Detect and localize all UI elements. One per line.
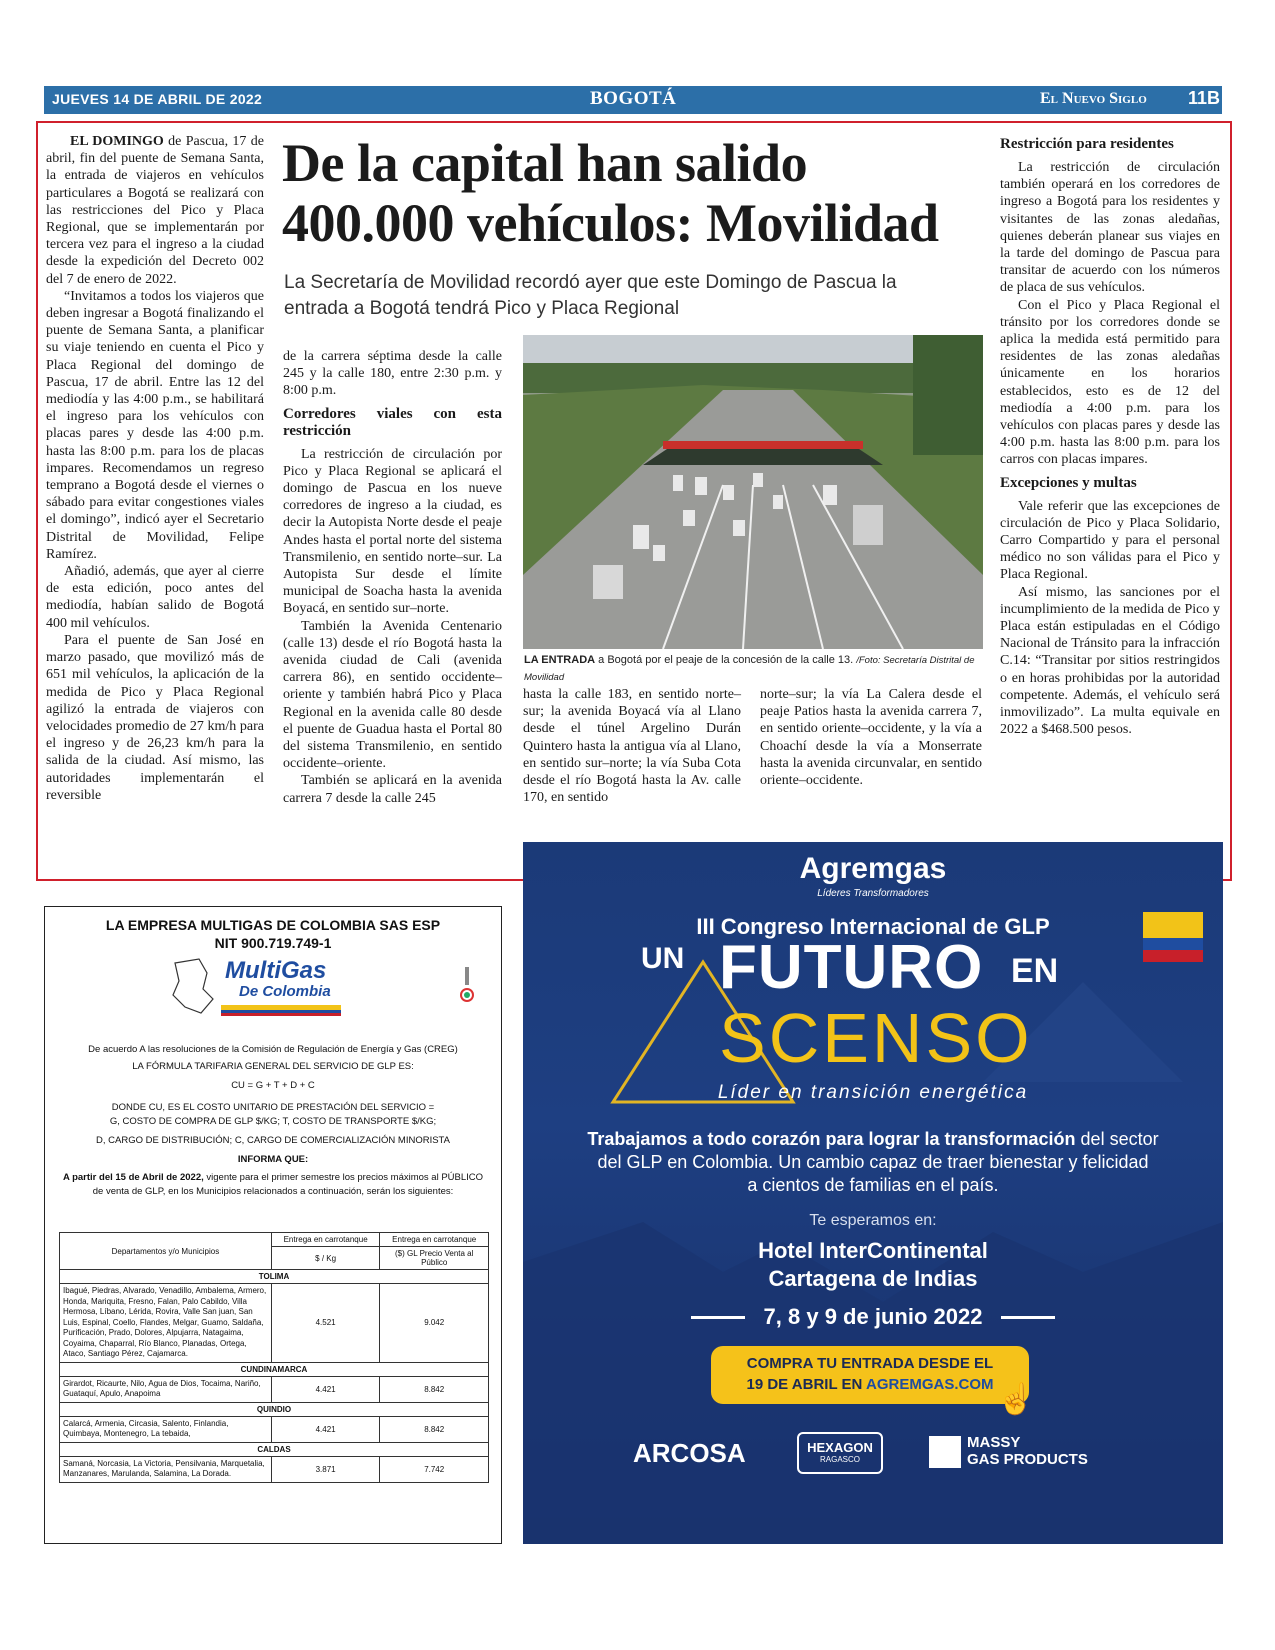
article-column-2 — [283, 348, 502, 807]
table-price-gl: 7.742 — [380, 1456, 489, 1482]
table-header-c1: Entrega en carrotanque — [271, 1233, 380, 1247]
table-region: QUINDIO — [60, 1402, 489, 1416]
cta-line-2b: AGREMGAS.COM — [866, 1376, 994, 1393]
article-column-5 — [1000, 136, 1220, 739]
col2-subtitle: Corredores viales con esta restricción — [283, 405, 502, 439]
header-section: BOGOTÁ — [590, 88, 677, 109]
table-row — [60, 1456, 489, 1482]
multigas-text-7: de venta de GLP, en los Municipios relacionados a continuación, serán los siguientes: — [92, 1186, 454, 1197]
table-header-dep: Departamentos y/o Municipios — [60, 1233, 272, 1270]
ad-body-3: a cientos de familias en el país. — [747, 1175, 999, 1195]
table-municipalities: Samaná, Norcasia, La Victoria, Pensilvania, Marquetalia, Manzanares, Marulanda, Salamina, La Dorada. — [60, 1456, 272, 1482]
col3-p1: hasta la calle 183, en sentido norte–sur; la avenida Boyacá vía al Llano desde el túnel Argelino Durán Quintero hasta la antigua vía al Llano, en sentido sur–norte; la vía Suba Cota desde el río Bogotá hasta la Av. calle 170, en sentido — [523, 687, 741, 806]
buy-ticket-button[interactable] — [711, 1346, 1029, 1404]
sponsor-arcosa: ARCOSA — [633, 1438, 746, 1468]
multigas-informa: INFORMA QUE: — [237, 1154, 309, 1165]
table-header-c2: Entrega en carrotanque — [380, 1233, 489, 1247]
big-text-en: EN — [1011, 952, 1059, 990]
tariff-table — [59, 1232, 489, 1483]
headline — [282, 133, 962, 253]
ad-body-1-bold: Trabajamos a todo corazón para lograr la transformación — [587, 1129, 1076, 1149]
col5-p2: Con el Pico y Placa Regional el tránsito por los corredores donde se aplica la medida está permitido para residentes de las zonas aledañas únicamente en los horarios establecidos, esto es de 12 del mediodía a 4:00 p.m. para los vehículos con placas pares y desde las 4:00 p.m. hasta las 8:00 p.m. para los carros con placas impares. — [1000, 297, 1220, 468]
cta-line-1: COMPRA TU ENTRADA DESDE EL — [746, 1355, 994, 1372]
multigas-text-2: LA FÓRMULA TARIFARIA GENERAL DEL SERVICIO DE GLP ES: — [132, 1061, 414, 1072]
hotel-line-2: Cartagena de Indias — [768, 1266, 978, 1291]
multigas-text-6 — [55, 1171, 491, 1185]
hand-cursor-icon: ☝ — [997, 1383, 1035, 1416]
table-region: TOLIMA — [60, 1270, 489, 1284]
table-price-gl: 8.842 — [380, 1416, 489, 1442]
col5-p3: Vale referir que las excepciones de circulación de Pico y Placa Solidario, Carro Compartido y para el personal médico no son válidas para el Pico y Placa Regional. — [1000, 498, 1220, 583]
col4-p1: norte–sur; la vía La Calera desde el peaje Patios hasta la avenida carrera 7, en sentido oriente–occidente, y la vía a Choachí desde la vía a Monserrate hasta la avenida circunvalar, en sentido oriente–occidente. — [760, 687, 982, 789]
agremgas-brand: Agremgas — [799, 852, 947, 885]
certification-icon — [457, 965, 477, 1010]
multigas-text-1: De acuerdo A las resoluciones de la Comisión de Regulación de Energía y Gas (CREG) — [88, 1044, 458, 1055]
sponsor-hexagon-name: HEXAGON — [807, 1440, 873, 1455]
ad-body — [523, 1128, 1223, 1197]
caption-lead: LA ENTRADA — [524, 654, 596, 666]
sponsor-massy — [967, 1434, 1088, 1468]
leader-line: Líder en transición energética — [717, 1082, 1029, 1103]
article-column-1 — [46, 133, 264, 804]
table-price-kg: 4.521 — [271, 1284, 380, 1363]
header-date: JUEVES 14 DE ABRIL DE 2022 — [52, 91, 263, 107]
caption-credit: /Foto: Secretaría Distrital de Movilidad — [524, 655, 975, 683]
ad-body-1-rest: del sector — [1080, 1129, 1159, 1149]
col1-p3: Añadió, además, que ayer al cierre de esta edición, poco antes del mediodía, habían salido de Bogotá 400 mil vehículos. — [46, 564, 264, 631]
caption-text: a Bogotá por el peaje de la concesión de la calle 13. — [598, 654, 854, 666]
lead-word: EL DOMINGO — [70, 134, 164, 149]
table-municipalities: Calarcá, Armenia, Circasia, Salento, Finlandia, Quimbaya, Montenegro, La tebaida, — [60, 1416, 272, 1442]
big-text-futuro: FUTURO — [719, 933, 984, 1002]
col2-p1: de la carrera séptima desde la calle 245 y la calle 180, entre 2:30 p.m. y 8:00 p.m. — [283, 349, 502, 399]
event-dates: 7, 8 y 9 de junio 2022 — [763, 1304, 983, 1329]
multigas-logo-line2: De Colombia — [239, 983, 331, 1000]
header-paper-name: El Nuevo Siglo — [1040, 90, 1147, 107]
dates-rule-right — [1001, 1316, 1055, 1319]
table-row — [60, 1284, 489, 1363]
article-column-3 — [523, 686, 741, 806]
headline-line-1: De la capital han salido — [282, 133, 808, 193]
table-region: CALDAS — [60, 1442, 489, 1456]
article-column-4 — [760, 686, 982, 789]
table-header-u1: $ / Kg — [271, 1247, 380, 1270]
col1-p4: Para el puente de San José en marzo pasado, que movilizó más de 651 mil vehículos, la aplicación de la medida de Pico y Placa Regional agilizó la entrada de viajeros con velocidades promedio de 27 km/h para el ingreso y de 26,23 km/h para la salida de la ciudad. Así mismo, las autoridades implementarán el reversible — [46, 632, 264, 803]
big-text-un: UN — [641, 942, 685, 975]
multigas-text-5: D, CARGO DE DISTRIBUCIÓN; C, CARGO DE COMERCIALIZACIÓN MINORISTA — [96, 1135, 450, 1146]
headline-line-2: 400.000 vehículos: Movilidad — [282, 193, 939, 253]
wait-line: Te esperamos en: — [809, 1212, 937, 1229]
col5-subtitle-2: Excepciones y multas — [1000, 474, 1137, 491]
congress-title: III Congreso Internacional de GLP — [696, 914, 1050, 939]
multigas-logo — [155, 955, 395, 1019]
multigas-nit: NIT 900.719.749-1 — [214, 935, 332, 951]
table-municipalities: Ibagué, Piedras, Alvarado, Venadillo, Ambalema, Armero, Honda, Mariquita, Fresno, Falan, Palo Cabildo, Villa Hermosa, Líbano, Lérida, Rovira, Valle San juan, San Luis, Espinal, Coello, Flandes, Melgar, Guamo, Saldaña, Purificación, Prado, Dolores, Alpujarra, Natagaima, Coyaima, Chaparral, Río Blanco, Planadas, Ortega, Ataco, Santiago Pérez, Cajamarca. — [60, 1284, 272, 1363]
agremgas-tagline: Líderes Transformadores — [817, 888, 929, 899]
header-page-number: 11B — [1188, 88, 1221, 108]
multigas-formula: CU = G + T + D + C — [231, 1080, 315, 1091]
table-municipalities: Girardot, Ricaurte, Nilo, Agua de Dios, Tocaima, Nariño, Guataquí, Apulo, Anapoima — [60, 1376, 272, 1402]
col2-p4: También se aplicará en la avenida carrera 7 desde la calle 245 — [283, 773, 502, 806]
table-row — [60, 1376, 489, 1402]
table-header-u2: ($) GL Precio Venta al Público — [380, 1247, 489, 1270]
cta-line-2a: 19 DE ABRIL EN — [746, 1376, 863, 1393]
multigas-title: LA EMPRESA MULTIGAS DE COLOMBIA SAS ESP — [105, 917, 441, 933]
table-region: CUNDINAMARCA — [60, 1362, 489, 1376]
sponsor-hexagon — [797, 1432, 883, 1474]
table-price-kg: 3.871 — [271, 1456, 380, 1482]
col5-p4: Así mismo, las sanciones por el incumplimiento de la medida de Pico y Placa están estipuladas en el Código Nacional de Tránsito para la infracción C.14: “Transitar por sitios restringidos o en horas prohibidas por la autoridad competente. Además, el vehículo será inmovilizado”. La multa equivale en 2022 a $468.500 pesos. — [1000, 584, 1220, 738]
agremgas-ad — [523, 842, 1223, 1544]
multigas-text-3: DONDE CU, ES EL COSTO UNITARIO DE PRESTACIÓN DEL SERVICIO = — [111, 1102, 435, 1113]
col2-p3: También la Avenida Centenario (calle 13) desde el río Bogotá hasta la avenida ciudad de Cali (avenida carrera 86), en sentido occidente–oriente y también habrá Pico y Placa Regional en la avenida calle 80 desde el puente de Guadua hasta el Portal 80 del sistema Transmilenio, en sentido occidente–oriente. — [283, 618, 502, 772]
multigas-notice-ad — [44, 906, 502, 1544]
col5-p1: La restricción de circulación también operará en los corredores de ingreso a Bogotá para los residentes y visitantes de las zonas aledañas, quienes deberán planear sus viajes en la tarde del domingo de Pascua para transitar de acuerdo con los números de placa de sus vehículos. — [1000, 160, 1220, 296]
col1-p1: de Pascua, 17 de abril, fin del puente de Semana Santa, la entrada de viajeros en vehículos particulares a Bogotá se realizará con las restricciones del Pico y Placa Regional, que se implementarán por tercera vez para el ingreso a la ciudad desde la expedición del Decreto 002 del 7 de enero de 2022. — [46, 134, 264, 287]
table-price-kg: 4.421 — [271, 1416, 380, 1442]
col2-p2: La restricción de circulación por Pico y Placa Regional se aplicará el domingo de Pascua en los nueve corredores de ingreso a la ciudad, es decir la Autopista Norte desde el peaje Andes hasta el portal norte del sistema Transmilenio, en sentido norte–sur. La Autopista Sur desde el límite municipal de Soacha hasta la avenida Boyacá, en sentido sur–norte. — [283, 446, 502, 617]
hotel-line-1: Hotel InterContinental — [758, 1238, 988, 1263]
multigas-date: A partir del 15 de Abril de 2022, — [62, 1172, 204, 1183]
col1-p2: “Invitamos a todos los viajeros que deben ingresar a Bogotá finalizando el puente de Semana Santa, a planificar su viaje teniendo en cuenta el Pico y Placa Regional del domingo de Pascua, 17 de abril. Entre las 12 del mediodía y las 4:00 p.m., se habilitará el ingreso para los vehículos con placas pares y desde las 4:00 p.m. hasta las 8:00 p.m. para los de placas impares. Recomendamos un regreso temprano a Bogotá desde el viernes o sábado para evitar congestiones viales el domingo”, indicó ayer el Secretario Distrital de Movilidad, Felipe Ramírez. — [46, 288, 264, 562]
sponsor-massy-1: MASSY — [967, 1434, 1021, 1451]
photo-caption — [524, 652, 984, 686]
multigas-text-6b: vigente para el primer semestre los precios máximos al PÚBLICO — [206, 1172, 484, 1183]
sponsor-massy-2: GAS PRODUCTS — [967, 1451, 1088, 1468]
subheadline: La Secretaría de Movilidad recordó ayer que este Domingo de Pascua la entrada a Bogotá tendrá Pico y Placa Regional — [284, 272, 897, 319]
multigas-logo-line1: MultiGas — [225, 957, 327, 984]
col5-subtitle-1: Restricción para residentes — [1000, 136, 1174, 152]
toll-booth-photo — [523, 335, 983, 649]
big-text-scenso: SCENSO — [719, 999, 1033, 1077]
sponsor-hexagon-sub: RAGASCO — [819, 1455, 860, 1464]
table-price-gl: 8.842 — [380, 1376, 489, 1402]
ad-body-2: del GLP en Colombia. Un cambio capaz de traer bienestar y felicidad — [597, 1152, 1149, 1172]
table-price-kg: 4.421 — [271, 1376, 380, 1402]
table-price-gl: 9.042 — [380, 1284, 489, 1363]
multigas-text-4: G, COSTO DE COMPRA DE GLP $/KG; T, COSTO DE TRANSPORTE $/KG; — [109, 1116, 437, 1127]
table-row — [60, 1416, 489, 1442]
massy-logo-icon — [929, 1436, 961, 1468]
